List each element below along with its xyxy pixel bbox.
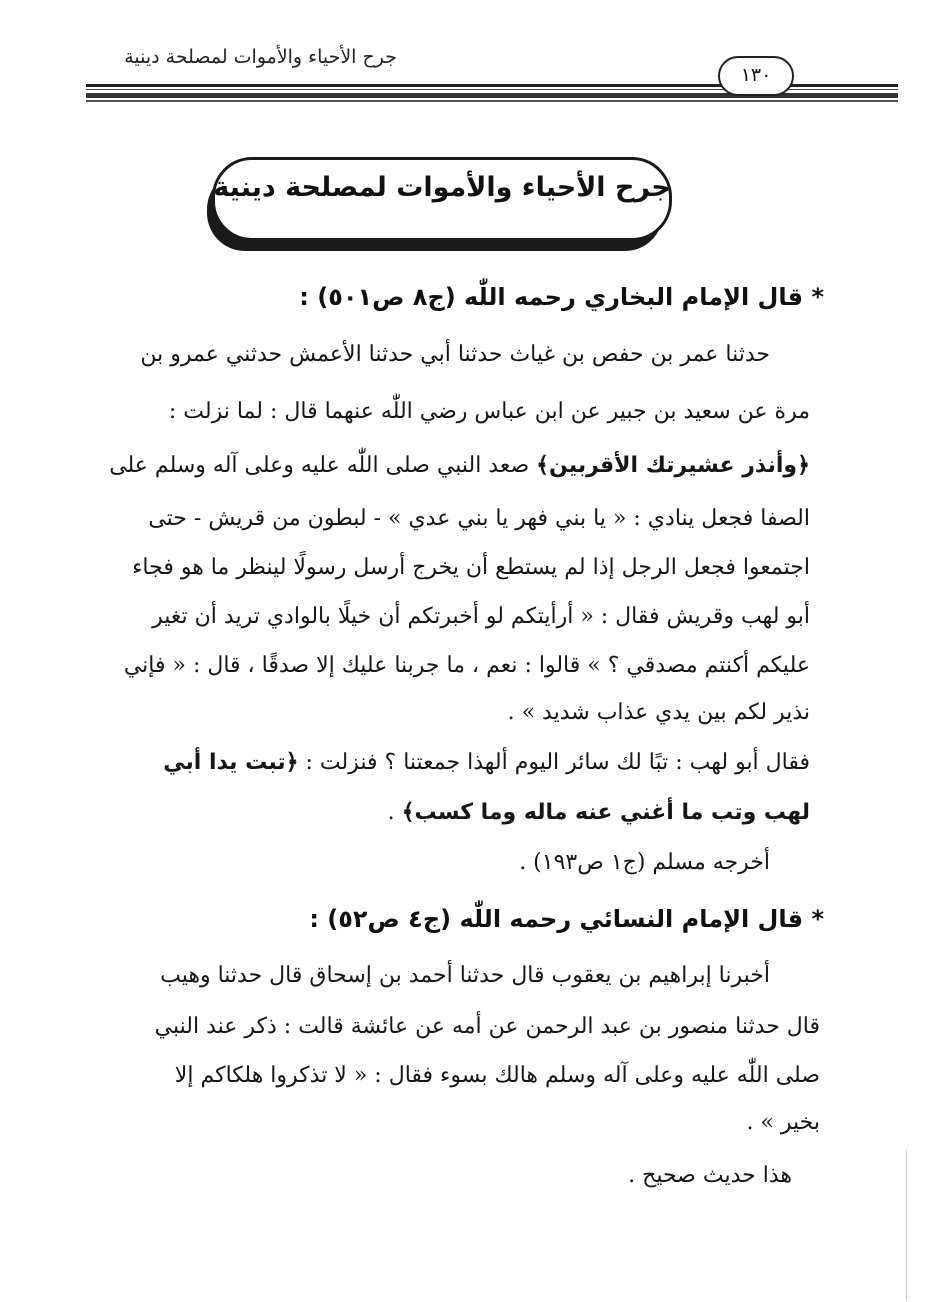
chapter-title: جرح الأحياء والأموات لمصلحة دينية: [213, 172, 671, 203]
hadith-grade: هذا حديث صحيح .: [628, 1163, 792, 1188]
text-line: [109, 453, 810, 478]
quran-verse: ﴿وأنذر عشيرتك الأقربين﴾: [536, 453, 810, 478]
scan-edge-line: [906, 1150, 907, 1300]
page-number: ١٣٠: [718, 56, 794, 96]
text-line: [388, 800, 810, 825]
text-span: فقال أبو لهب : تبًا لك سائر اليوم ألهذا جمعتنا ؟ فنزلت :: [298, 750, 810, 775]
quran-verse: ﴿تبت يدا أبي: [163, 750, 299, 775]
header-rule: [86, 100, 898, 102]
takhrij-line: أخرجه مسلم (ج١ ص١٩٣) .: [519, 850, 770, 875]
text-line: أخبرنا إبراهيم بن يعقوب قال حدثنا أحمد بن إسحاق قال حدثنا وهيب: [160, 963, 770, 988]
text-line: حدثنا عمر بن حفص بن غياث حدثنا أبي حدثنا الأعمش حدثني عمرو بن: [140, 342, 770, 367]
text-line: صلى اللّٰه عليه وعلى آله وسلم هالك بسوء فقال : « لا تذكروا هلكاكم إلا: [174, 1063, 820, 1088]
text-span: صعد النبي صلى اللّٰه عليه وعلى آله وسلم على: [109, 453, 537, 478]
text-line: قال حدثنا منصور بن عبد الرحمن عن أمه عن عائشة قالت : ذكر عند النبي: [154, 1014, 820, 1039]
text-line: أبو لهب وقريش فقال : « أرأيتكم لو أخبرتكم أن خيلًا بالوادي تريد أن تغير: [152, 604, 810, 629]
text-line: اجتمعوا فجعل الرجل إذا لم يستطع أن يخرج أرسل رسولًا لينظر ما هو فجاء: [132, 555, 810, 580]
text-span: .: [387, 800, 402, 825]
text-line: الصفا فجعل ينادي : « يا بني فهر يا بني عدي » - لبطون من قريش - حتى: [148, 506, 810, 531]
text-line: مرة عن سعيد بن جبير عن ابن عباس رضي اللّٰه عنهما قال : لما نزلت :: [168, 399, 810, 424]
text-line: عليكم أكنتم مصدقي ؟ » قالوا : نعم ، ما جربنا عليك إلا صدقًا ، قال : « فإني: [123, 653, 810, 678]
text-line: نذير لكم بين يدي عذاب شديد » .: [507, 700, 810, 725]
running-header-title: جرح الأحياء والأموات لمصلحة دينية: [124, 46, 397, 68]
section-heading-nasai: * قال الإمام النسائي رحمه اللّٰه (ج٤ ص٥٢) :: [309, 905, 824, 933]
section-heading-bukhari: * قال الإمام البخاري رحمه اللّٰه (ج٨ ص٥٠١) :: [299, 283, 824, 311]
text-line: بخير » .: [746, 1110, 820, 1135]
text-line: [163, 750, 810, 775]
quran-verse: لهب وتب ما أغني عنه ماله وما كسب﴾: [401, 800, 810, 825]
